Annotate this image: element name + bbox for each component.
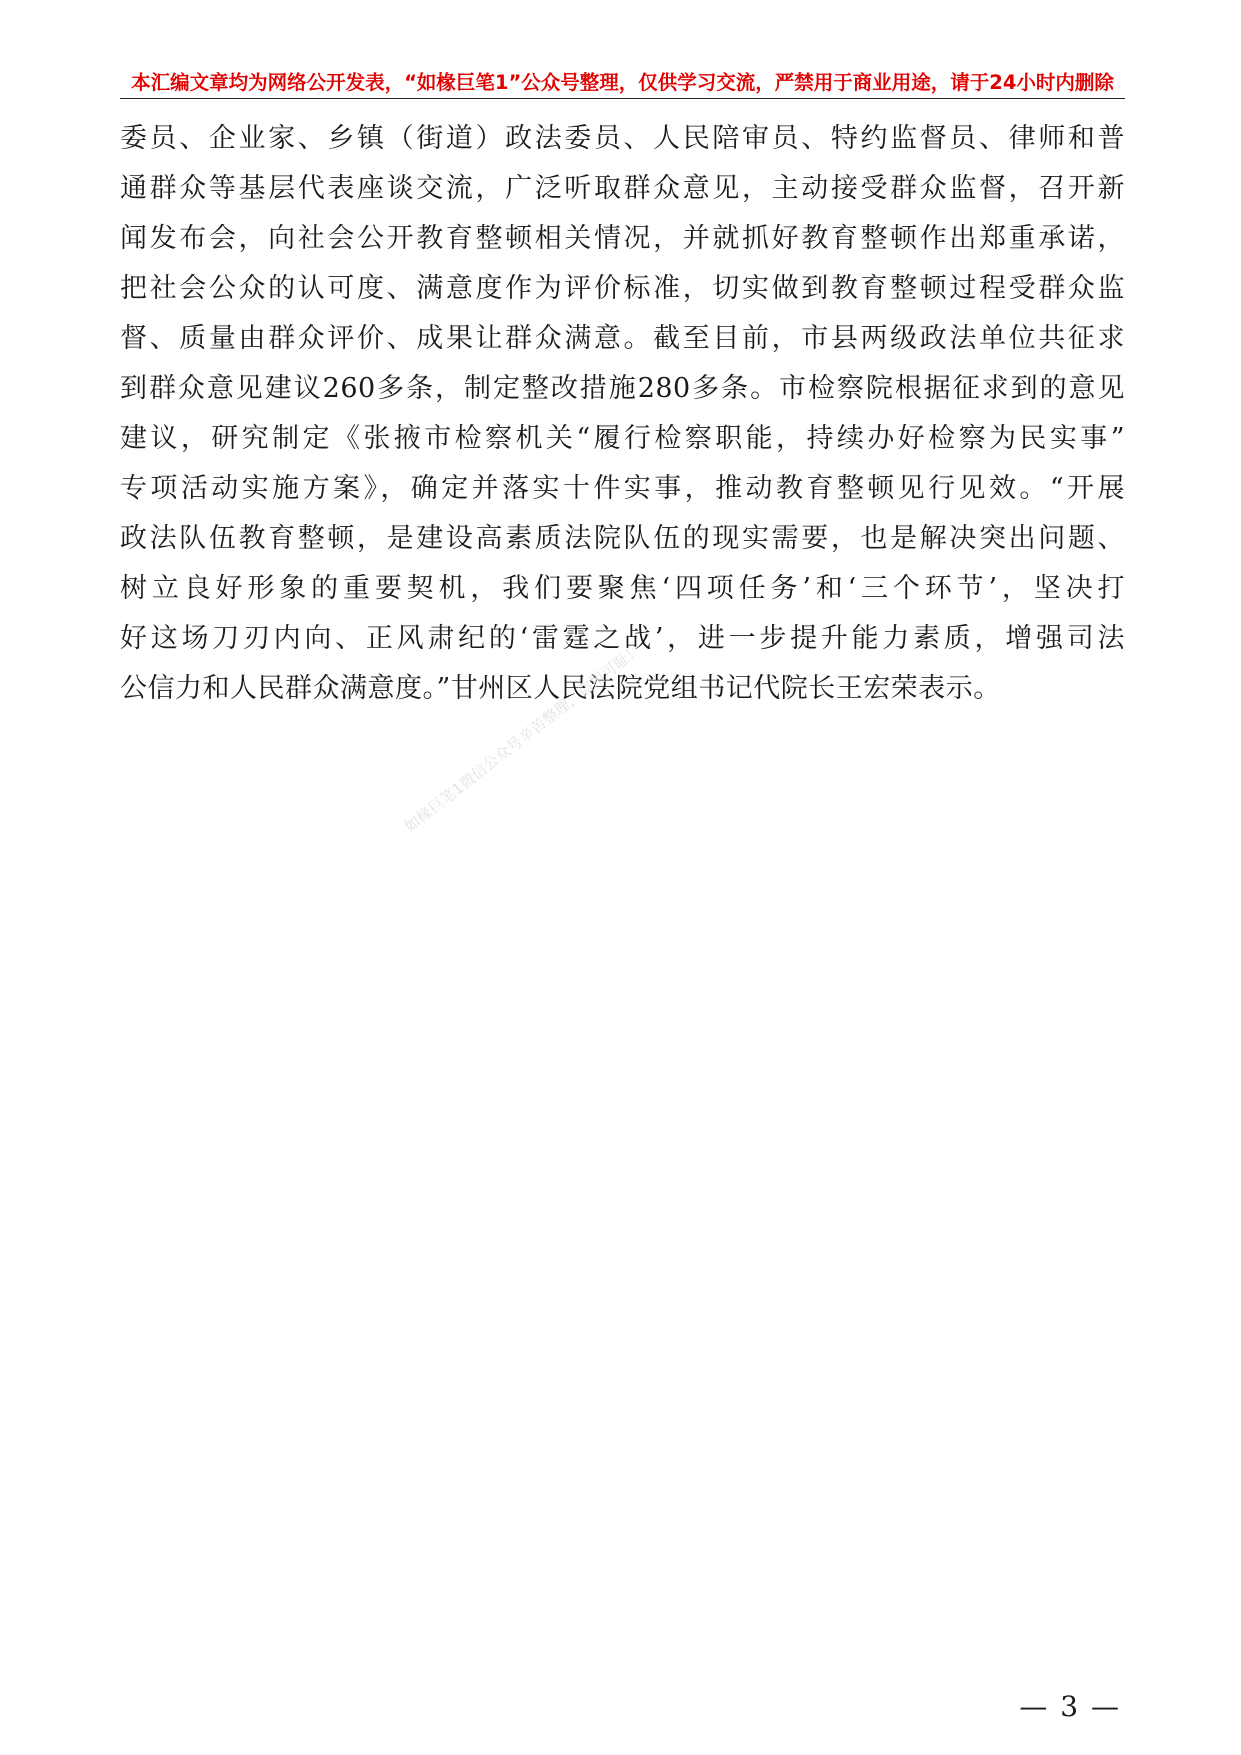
- body-line: 政法队伍教育整顿，是建设高素质法院队伍的现实需要，也是解决突出问题、: [120, 523, 1125, 554]
- body-line: 闻发布会，向社会公开教育整顿相关情况，并就抓好教育整顿作出郑重承诺，: [120, 223, 1125, 254]
- copyright-notice-banner: 本汇编文章均为网络公开发表，“如椽巨笔1”公众号整理，仅供学习交流，严禁用于商业用途，请于24小时内删除: [131, 71, 1114, 94]
- header-divider: [120, 98, 1125, 99]
- page-number: — 3 —: [1019, 1690, 1121, 1723]
- body-line: 委员、企业家、乡镇（街道）政法委员、人民陪审员、特约监督员、律师和普: [120, 123, 1125, 154]
- body-line: 到群众意见建议260多条，制定整改措施280多条。市检察院根据征求到的意见: [120, 373, 1125, 404]
- body-line: 建议，研究制定《张掖市检察机关“履行检察职能，持续办好检察为民实事”: [120, 423, 1125, 454]
- body-line: 通群众等基层代表座谈交流，广泛听取群众意见，主动接受群众监督，召开新: [120, 173, 1125, 204]
- diagonal-watermark: 如椽巨笔1微信公众号辛苦整理，盗用可耻！: [401, 640, 645, 836]
- body-line-last: 公信力和人民群众满意度。”甘州区人民法院党组书记代院长王宏荣表示。: [120, 673, 1001, 704]
- body-line: 把社会公众的认可度、满意度作为评价标准，切实做到教育整顿过程受群众监: [120, 273, 1125, 304]
- body-line: 专项活动实施方案》，确定并落实十件实事，推动教育整顿见行见效。“开展: [120, 473, 1125, 504]
- body-line: 树立良好形象的重要契机，我们要聚焦‘四项任务’和‘三个环节’，坚决打: [120, 573, 1125, 604]
- body-line: 好这场刀刃内向、正风肃纪的‘雷霆之战’，进一步提升能力素质，增强司法: [120, 623, 1125, 654]
- article-body: [120, 114, 1125, 714]
- body-line: 督、质量由群众评价、成果让群众满意。截至目前，市县两级政法单位共征求: [120, 323, 1125, 354]
